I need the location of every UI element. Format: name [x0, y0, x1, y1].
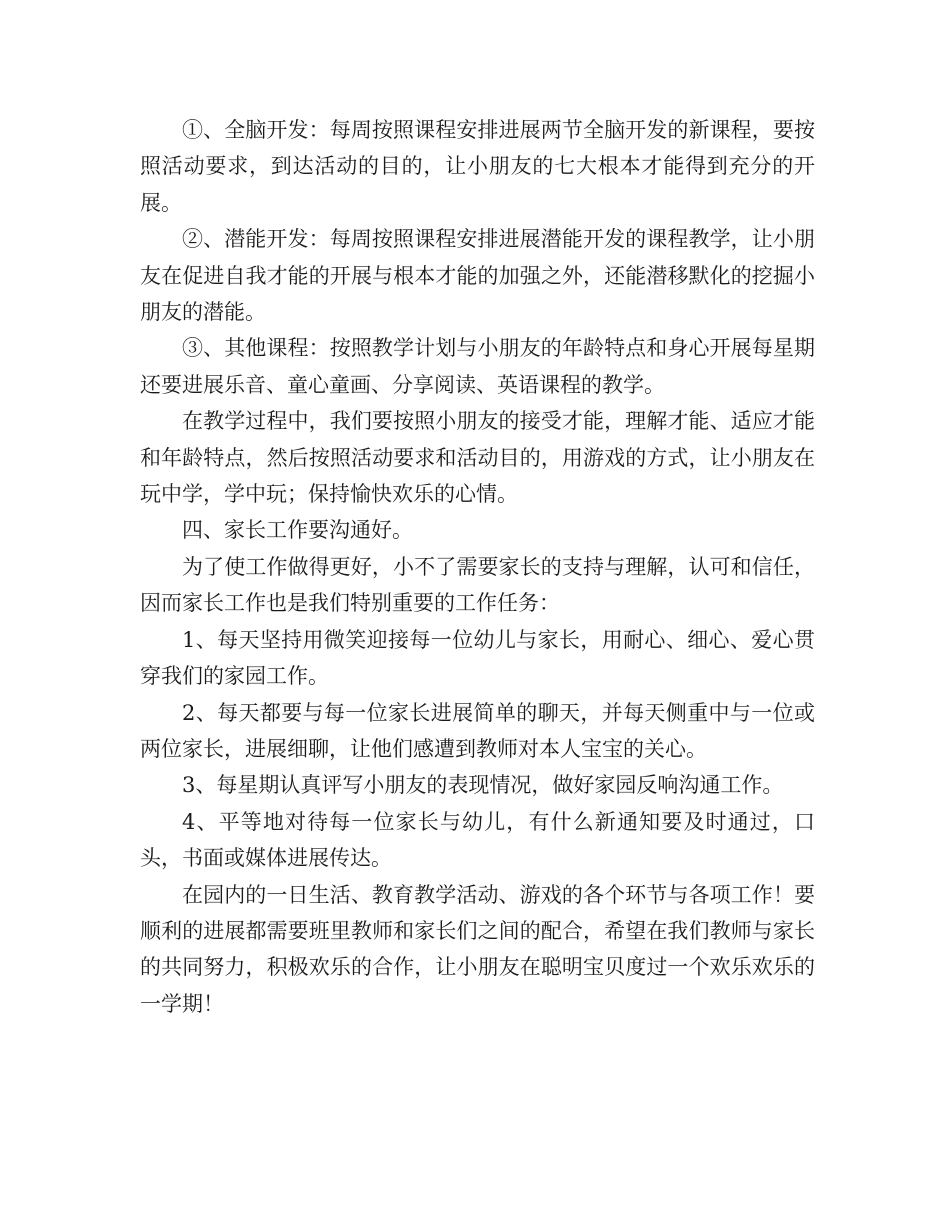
- paragraph-other-courses: ③、其他课程：按照教学计划与小朋友的年龄特点和身心开展每星期还要进展乐音、童心童画、分享阅读、英语课程的教学。: [140, 336, 815, 397]
- section-heading-parent-work: 四、家长工作要沟通好。: [182, 518, 413, 543]
- list-item-4: 4、平等地对待每一位家长与幼儿，有什么新通知要及时通过，口头，书面或媒体进展传达。: [140, 809, 815, 871]
- paragraph-parent-work-intro: 为了使工作做得更好，小不了需要家长的支持与理解，认可和信任，因而家长工作也是我们特别重要的工作任务：: [140, 554, 815, 616]
- list-item-3: 3、每星期认真评写小朋友的表现情况，做好家园反响沟通工作。: [182, 773, 784, 798]
- paragraph-teaching-process: 在教学过程中，我们要按照小朋友的接受才能，理解才能、适应才能和年龄特点，然后按照活动要求和活动目的，用游戏的方式，让小朋友在玩中学，学中玩；保持愉快欢乐的心情。: [140, 409, 815, 507]
- list-item-2: 2、每天都要与每一位家长进展简单的聊天，并每天侧重中与一位或两位家长，进展细聊，让他们感遭到教师对本人宝宝的关心。: [140, 700, 815, 761]
- paragraph-potential-development: ②、潜能开发：每周按照课程安排进展潜能开发的课程教学，让小朋友在促进自我才能的开展与根本才能的加强之外，还能潜移默化的挖掘小朋友的潜能。: [140, 227, 815, 325]
- paragraph-brain-development: ①、全脑开发：每周按照课程安排进展两节全脑开发的新课程，要按照活动要求，到达活动的目的，让小朋友的七大根本才能得到充分的开展。: [140, 118, 815, 215]
- document-body: [140, 112, 815, 1022]
- list-item-1: 1、每天坚持用微笑迎接每一位幼儿与家长，用耐心、细心、爱心贯穿我们的家园工作。: [140, 627, 815, 689]
- paragraph-conclusion: 在园内的一日生活、教育教学活动、游戏的各个环节与各项工作！要顺利的进展都需要班里教师和家长们之间的配合，希望在我们教师与家长的共同努力，积极欢乐的合作，让小朋友在聪明宝贝度过一个欢乐欢乐的一学期！: [140, 882, 815, 1016]
